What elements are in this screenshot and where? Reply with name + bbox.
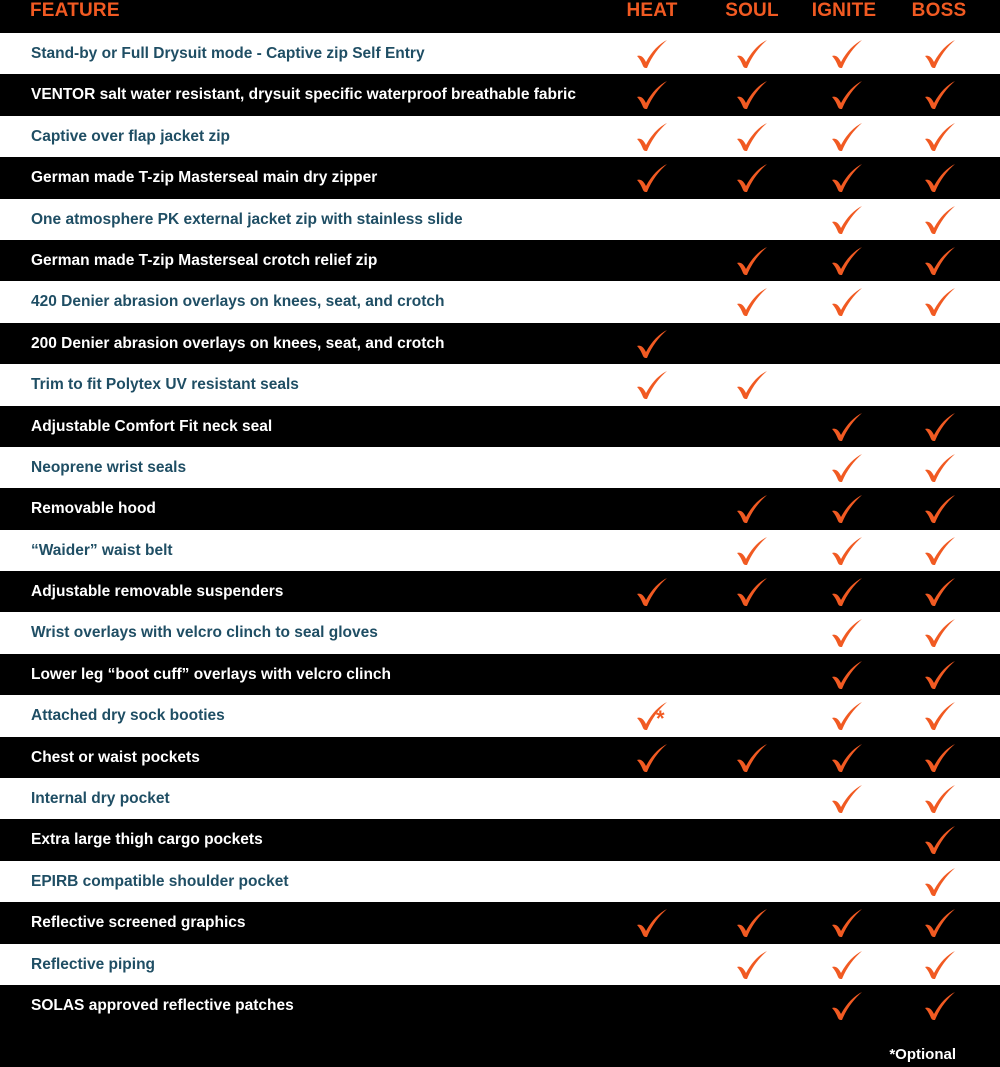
table-row [0, 612, 1000, 653]
checkmark-icon-ignite [830, 453, 864, 483]
table-header [0, 0, 1000, 26]
feature-label: Adjustable removable suspenders [31, 583, 284, 601]
checkmark-icon-ignite [830, 80, 864, 110]
table-row [0, 985, 1000, 1026]
checkmark-icon-heat [635, 163, 669, 193]
checkmark-icon-soul [735, 122, 769, 152]
table-row [0, 944, 1000, 985]
checkmark-icon-boss [923, 784, 957, 814]
checkmark-icon-heat [635, 743, 669, 773]
checkmark-icon-soul [735, 370, 769, 400]
header-feature: FEATURE [30, 0, 120, 21]
header-ignite: IGNITE [811, 0, 877, 21]
table-row [0, 364, 1000, 405]
checkmark-icon-ignite [830, 701, 864, 731]
checkmark-icon-ignite [830, 784, 864, 814]
checkmark-icon-heat [635, 577, 669, 607]
checkmark-icon-ignite [830, 618, 864, 648]
checkmark-icon-ignite [830, 494, 864, 524]
checkmark-icon-soul [735, 494, 769, 524]
feature-label: Wrist overlays with velcro clinch to seal gloves [31, 624, 378, 642]
feature-label: Captive over flap jacket zip [31, 127, 230, 145]
checkmark-icon-boss [923, 246, 957, 276]
table-row [0, 819, 1000, 860]
checkmark-icon-heat [635, 39, 669, 69]
feature-table [0, 33, 1000, 1026]
checkmark-icon-boss [923, 908, 957, 938]
checkmark-icon-soul [735, 80, 769, 110]
table-row [0, 654, 1000, 695]
checkmark-icon-ignite [830, 205, 864, 235]
checkmark-icon-boss [923, 701, 957, 731]
checkmark-icon-ignite [830, 536, 864, 566]
feature-label: Neoprene wrist seals [31, 458, 187, 476]
checkmark-icon-soul [735, 39, 769, 69]
checkmark-icon-ignite [830, 908, 864, 938]
feature-label: Lower leg “boot cuff” overlays with velcro clinch [31, 665, 392, 683]
feature-label: Reflective piping [31, 955, 156, 973]
checkmark-icon-boss [923, 453, 957, 483]
checkmark-icon-ignite [830, 950, 864, 980]
checkmark-icon-boss [923, 412, 957, 442]
table-row [0, 281, 1000, 322]
checkmark-icon-ignite [830, 122, 864, 152]
checkmark-icon-ignite [830, 743, 864, 773]
feature-label: Trim to fit Polytex UV resistant seals [31, 376, 299, 394]
feature-label: 200 Denier abrasion overlays on knees, seat, and crotch [31, 334, 445, 352]
checkmark-icon-soul [735, 908, 769, 938]
optional-asterisk: * [656, 706, 665, 732]
table-row [0, 447, 1000, 488]
checkmark-icon-soul [735, 950, 769, 980]
checkmark-icon-boss [923, 536, 957, 566]
checkmark-icon-ignite [830, 246, 864, 276]
table-row [0, 406, 1000, 447]
checkmark-icon-boss [923, 825, 957, 855]
table-row [0, 74, 1000, 115]
checkmark-icon-boss [923, 163, 957, 193]
checkmark-icon-soul [735, 287, 769, 317]
checkmark-icon-soul [735, 577, 769, 607]
checkmark-icon-boss [923, 287, 957, 317]
table-row [0, 778, 1000, 819]
checkmark-icon-heat [635, 122, 669, 152]
table-row [0, 571, 1000, 612]
checkmark-icon-boss [923, 39, 957, 69]
table-row [0, 902, 1000, 943]
optional-footnote: *Optional [889, 1046, 956, 1063]
feature-label: “Waider” waist belt [31, 541, 173, 559]
table-row [0, 861, 1000, 902]
checkmark-icon-ignite [830, 412, 864, 442]
table-row [0, 737, 1000, 778]
feature-label: EPIRB compatible shoulder pocket [31, 872, 289, 890]
checkmark-icon-soul [735, 743, 769, 773]
feature-label: Chest or waist pockets [31, 748, 200, 766]
table-row [0, 157, 1000, 198]
table-row [0, 530, 1000, 571]
checkmark-icon-soul [735, 246, 769, 276]
checkmark-icon-heat [635, 370, 669, 400]
feature-label: Extra large thigh cargo pockets [31, 831, 263, 849]
checkmark-icon-boss [923, 660, 957, 690]
header-boss: BOSS [911, 0, 967, 21]
feature-label: Adjustable Comfort Fit neck seal [31, 417, 273, 435]
checkmark-icon-heat [635, 908, 669, 938]
feature-label: Reflective screened graphics [31, 914, 246, 932]
checkmark-icon-boss [923, 950, 957, 980]
checkmark-icon-boss [923, 991, 957, 1021]
checkmark-icon-boss [923, 494, 957, 524]
header-soul: SOUL [725, 0, 779, 21]
checkmark-icon-ignite [830, 39, 864, 69]
checkmark-icon-boss [923, 122, 957, 152]
feature-label: VENTOR salt water resistant, drysuit specific waterproof breathable fabric [31, 86, 576, 104]
feature-label: Internal dry pocket [31, 790, 170, 808]
header-heat: HEAT [626, 0, 678, 21]
table-row [0, 33, 1000, 74]
checkmark-icon-boss [923, 205, 957, 235]
checkmark-icon-soul [735, 163, 769, 193]
feature-label: SOLAS approved reflective patches [31, 996, 294, 1014]
feature-label: German made T-zip Masterseal crotch relief zip [31, 251, 378, 269]
table-row [0, 695, 1000, 736]
feature-label: 420 Denier abrasion overlays on knees, seat, and crotch [31, 293, 445, 311]
checkmark-icon-soul [735, 536, 769, 566]
checkmark-icon-ignite [830, 163, 864, 193]
checkmark-icon-ignite [830, 577, 864, 607]
table-row [0, 116, 1000, 157]
checkmark-icon-ignite [830, 991, 864, 1021]
table-row [0, 488, 1000, 529]
checkmark-icon-ignite [830, 660, 864, 690]
checkmark-icon-boss [923, 618, 957, 648]
checkmark-icon-boss [923, 743, 957, 773]
checkmark-icon-boss [923, 80, 957, 110]
table-row [0, 199, 1000, 240]
checkmark-icon-heat [635, 701, 669, 731]
feature-label: One atmosphere PK external jacket zip with stainless slide [31, 210, 463, 228]
feature-label: Removable hood [31, 500, 156, 518]
checkmark-icon-heat [635, 80, 669, 110]
checkmark-icon-boss [923, 577, 957, 607]
checkmark-icon-heat [635, 329, 669, 359]
feature-label: Stand-by or Full Drysuit mode - Captive zip Self Entry [31, 45, 425, 62]
feature-label: Attached dry sock booties [31, 707, 225, 725]
feature-label: German made T-zip Masterseal main dry zipper [31, 169, 378, 187]
checkmark-icon-ignite [830, 287, 864, 317]
checkmark-icon-boss [923, 867, 957, 897]
table-row [0, 323, 1000, 364]
table-row [0, 240, 1000, 281]
